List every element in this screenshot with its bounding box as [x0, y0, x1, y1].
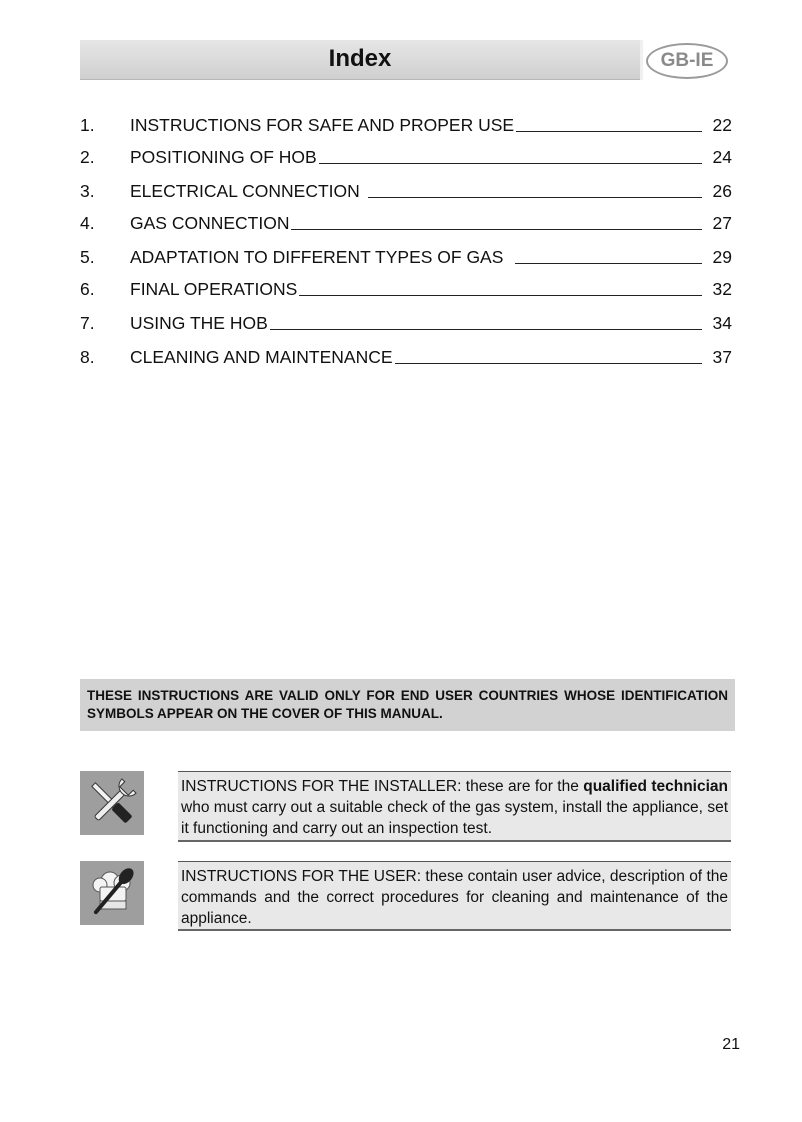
toc-row[interactable] — [80, 210, 732, 234]
toc-page: 34 — [712, 313, 732, 333]
chef-spoon-icon — [80, 861, 144, 925]
toc-leader — [395, 363, 702, 364]
page-title: Index — [328, 45, 392, 72]
toc-page: 29 — [712, 247, 732, 267]
toc-number: 5. — [80, 247, 95, 267]
toc-leader — [299, 295, 702, 296]
toc-row[interactable] — [80, 144, 732, 168]
toc-number: 6. — [80, 279, 95, 299]
toc-title: CLEANING AND MAINTENANCE — [130, 347, 393, 367]
installer-text-end: who must carry out a suitable check of the gas system, install the appliance, set it functioning and carry out an inspection test. — [181, 799, 728, 837]
header-bar — [80, 40, 643, 80]
language-badge: GB-IE — [646, 43, 728, 79]
toc-leader — [368, 197, 702, 198]
toc-page: 27 — [712, 213, 732, 233]
toc-number: 4. — [80, 213, 95, 233]
toc-title: POSITIONING OF HOB — [130, 147, 317, 167]
user-instructions: INSTRUCTIONS FOR THE USER: these contain user advice, description of the commands and the correct procedures for cleaning and maintenance of the appliance. — [178, 861, 731, 931]
toc-leader — [319, 163, 702, 164]
toc-row[interactable] — [80, 344, 732, 368]
toc-page: 32 — [712, 279, 732, 299]
toc-row[interactable] — [80, 178, 732, 202]
installer-text-bold: qualified technician — [583, 778, 728, 795]
toc-number: 2. — [80, 147, 95, 167]
toc-number: 8. — [80, 347, 95, 367]
toc-page: 37 — [712, 347, 732, 367]
toc-leader — [515, 263, 702, 264]
toc-title: USING THE HOB — [130, 313, 268, 333]
toc-row[interactable] — [80, 112, 732, 136]
validity-notice: THESE INSTRUCTIONS ARE VALID ONLY FOR END USER COUNTRIES WHOSE IDENTIFICATION SYMBOLS APPEAR ON THE COVER OF THIS MANUAL. — [80, 679, 735, 731]
toc-title: GAS CONNECTION — [130, 213, 290, 233]
toc-page: 22 — [712, 115, 732, 135]
toc-number: 1. — [80, 115, 95, 135]
toc-title: FINAL OPERATIONS — [130, 279, 298, 299]
toc-number: 3. — [80, 181, 95, 201]
toc-page: 26 — [712, 181, 732, 201]
page-number: 21 — [722, 1036, 740, 1053]
toc-row[interactable] — [80, 310, 732, 334]
toc-leader — [270, 329, 702, 330]
toc-title: INSTRUCTIONS FOR SAFE AND PROPER USE — [130, 115, 515, 135]
toc-title: ELECTRICAL CONNECTION — [130, 181, 360, 201]
toc-leader — [516, 131, 702, 132]
tools-icon — [80, 771, 144, 835]
toc-number: 7. — [80, 313, 95, 333]
toc-page: 24 — [712, 147, 732, 167]
installer-instructions — [178, 771, 731, 842]
toc-title: ADAPTATION TO DIFFERENT TYPES OF GAS — [130, 247, 504, 267]
toc-row[interactable] — [80, 244, 732, 268]
toc-row[interactable] — [80, 276, 732, 300]
installer-text-start: INSTRUCTIONS FOR THE INSTALLER: these are for the — [181, 778, 584, 795]
toc-leader — [291, 229, 702, 230]
